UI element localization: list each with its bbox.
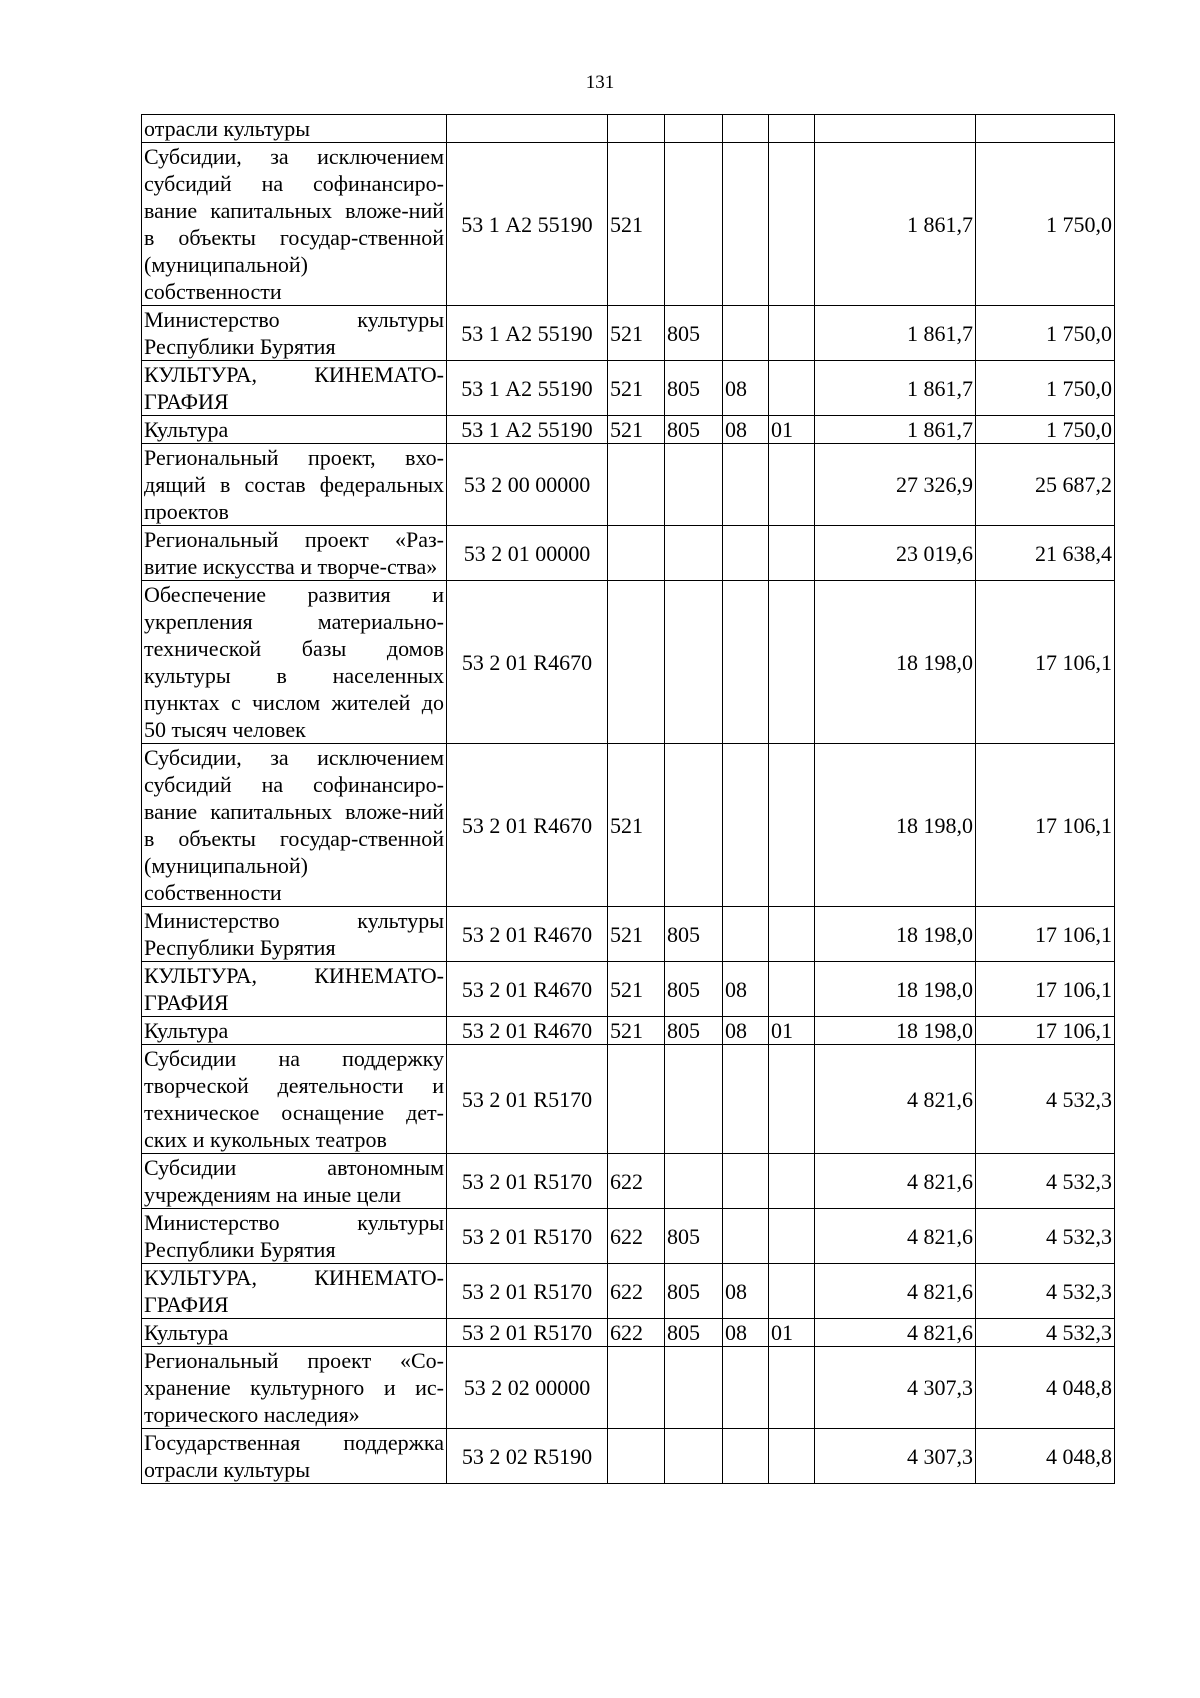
ministry-code-cell	[665, 115, 723, 143]
amount-year-2-cell: 4 048,8	[976, 1347, 1115, 1429]
section-cell: 08	[723, 361, 769, 416]
table-row	[142, 581, 1115, 744]
target-code-cell: 53 2 01 R4670	[447, 581, 608, 744]
amount-year-2-cell: 21 638,4	[976, 526, 1115, 581]
ministry-code-cell	[665, 1045, 723, 1154]
ministry-code-cell: 805	[665, 962, 723, 1017]
target-code-cell: 53 1 А2 55190	[447, 143, 608, 306]
amount-year-2-cell: 1 750,0	[976, 143, 1115, 306]
section-cell: 08	[723, 1017, 769, 1045]
target-code-cell: 53 2 01 R4670	[447, 1017, 608, 1045]
table-row	[142, 143, 1115, 306]
amount-year-2-cell: 1 750,0	[976, 416, 1115, 444]
target-code-cell: 53 2 01 R5170	[447, 1209, 608, 1264]
expense-type-cell: 622	[608, 1264, 665, 1319]
table-row	[142, 526, 1115, 581]
section-cell	[723, 1429, 769, 1484]
amount-year-1-cell: 4 821,6	[815, 1154, 976, 1209]
target-code-cell: 53 2 01 R5170	[447, 1045, 608, 1154]
expense-type-cell: 622	[608, 1209, 665, 1264]
amount-year-1-cell: 4 821,6	[815, 1209, 976, 1264]
subsection-cell	[769, 306, 815, 361]
amount-year-1-cell: 1 861,7	[815, 143, 976, 306]
section-cell	[723, 1154, 769, 1209]
table-row	[142, 416, 1115, 444]
amount-year-1-cell: 18 198,0	[815, 907, 976, 962]
section-cell: 08	[723, 1264, 769, 1319]
item-name-cell: Региональный проект «Раз-витие искусства и творче-ства»	[142, 526, 447, 581]
subsection-cell	[769, 115, 815, 143]
section-cell: 08	[723, 416, 769, 444]
subsection-cell	[769, 581, 815, 744]
amount-year-2-cell: 17 106,1	[976, 907, 1115, 962]
target-code-cell: 53 2 02 00000	[447, 1347, 608, 1429]
item-name-cell: Министерство культуры Республики Бурятия	[142, 907, 447, 962]
table-row	[142, 962, 1115, 1017]
subsection-cell	[769, 1347, 815, 1429]
ministry-code-cell: 805	[665, 1017, 723, 1045]
amount-year-1-cell: 18 198,0	[815, 744, 976, 907]
table-row	[142, 1319, 1115, 1347]
amount-year-2-cell	[976, 115, 1115, 143]
item-name-cell: Министерство культуры Республики Бурятия	[142, 1209, 447, 1264]
amount-year-2-cell: 4 532,3	[976, 1319, 1115, 1347]
target-code-cell: 53 2 01 00000	[447, 526, 608, 581]
subsection-cell	[769, 361, 815, 416]
item-name-cell: Субсидии, за исключением субсидий на софинансиро-вание капитальных вложе-ний в объекты государ-ственной (муниципальной) собственности	[142, 143, 447, 306]
subsection-cell	[769, 1429, 815, 1484]
section-cell	[723, 115, 769, 143]
amount-year-1-cell: 1 861,7	[815, 306, 976, 361]
item-name-cell: отрасли культуры	[142, 115, 447, 143]
target-code-cell: 53 2 01 R4670	[447, 962, 608, 1017]
item-name-cell: Культура	[142, 1017, 447, 1045]
table-row	[142, 1429, 1115, 1484]
subsection-cell	[769, 1154, 815, 1209]
table-row	[142, 1045, 1115, 1154]
table-row	[142, 907, 1115, 962]
subsection-cell: 01	[769, 416, 815, 444]
amount-year-2-cell: 25 687,2	[976, 444, 1115, 526]
subsection-cell	[769, 907, 815, 962]
item-name-cell: Государственная поддержка отрасли культуры	[142, 1429, 447, 1484]
expense-type-cell: 521	[608, 744, 665, 907]
ministry-code-cell: 805	[665, 306, 723, 361]
amount-year-1-cell: 18 198,0	[815, 962, 976, 1017]
item-name-cell: Субсидии автономным учреждениям на иные цели	[142, 1154, 447, 1209]
item-name-cell: КУЛЬТУРА, КИНЕМАТО-ГРАФИЯ	[142, 361, 447, 416]
expense-type-cell	[608, 581, 665, 744]
item-name-cell: КУЛЬТУРА, КИНЕМАТО-ГРАФИЯ	[142, 1264, 447, 1319]
amount-year-1-cell: 1 861,7	[815, 416, 976, 444]
page-number: 131	[585, 72, 615, 93]
item-name-cell: Министерство культуры Республики Бурятия	[142, 306, 447, 361]
target-code-cell: 53 1 А2 55190	[447, 306, 608, 361]
amount-year-1-cell	[815, 115, 976, 143]
ministry-code-cell: 805	[665, 1209, 723, 1264]
target-code-cell: 53 2 01 R4670	[447, 744, 608, 907]
ministry-code-cell: 805	[665, 907, 723, 962]
expense-type-cell	[608, 526, 665, 581]
amount-year-2-cell: 4 048,8	[976, 1429, 1115, 1484]
table-row	[142, 1209, 1115, 1264]
ministry-code-cell	[665, 143, 723, 306]
expense-type-cell	[608, 1045, 665, 1154]
amount-year-1-cell: 23 019,6	[815, 526, 976, 581]
expense-type-cell	[608, 115, 665, 143]
expense-type-cell: 622	[608, 1319, 665, 1347]
subsection-cell	[769, 1209, 815, 1264]
amount-year-2-cell: 1 750,0	[976, 306, 1115, 361]
target-code-cell: 53 2 01 R5170	[447, 1154, 608, 1209]
target-code-cell: 53 2 01 R4670	[447, 907, 608, 962]
ministry-code-cell	[665, 1429, 723, 1484]
subsection-cell	[769, 143, 815, 306]
expense-type-cell: 521	[608, 416, 665, 444]
amount-year-1-cell: 18 198,0	[815, 1017, 976, 1045]
table-row	[142, 444, 1115, 526]
target-code-cell: 53 2 01 R5170	[447, 1319, 608, 1347]
amount-year-1-cell: 4 821,6	[815, 1264, 976, 1319]
section-cell	[723, 581, 769, 744]
table-row	[142, 1017, 1115, 1045]
section-cell	[723, 1209, 769, 1264]
amount-year-2-cell: 17 106,1	[976, 744, 1115, 907]
table-row	[142, 361, 1115, 416]
section-cell	[723, 526, 769, 581]
section-cell	[723, 444, 769, 526]
section-cell	[723, 1347, 769, 1429]
section-cell	[723, 1045, 769, 1154]
amount-year-2-cell: 4 532,3	[976, 1045, 1115, 1154]
amount-year-1-cell: 4 307,3	[815, 1347, 976, 1429]
ministry-code-cell: 805	[665, 1319, 723, 1347]
amount-year-1-cell: 4 821,6	[815, 1319, 976, 1347]
target-code-cell: 53 2 01 R5170	[447, 1264, 608, 1319]
expense-type-cell	[608, 444, 665, 526]
ministry-code-cell	[665, 1347, 723, 1429]
subsection-cell	[769, 526, 815, 581]
subsection-cell	[769, 962, 815, 1017]
amount-year-2-cell: 17 106,1	[976, 962, 1115, 1017]
amount-year-1-cell: 4 307,3	[815, 1429, 976, 1484]
expense-type-cell: 521	[608, 907, 665, 962]
item-name-cell: Культура	[142, 1319, 447, 1347]
subsection-cell	[769, 444, 815, 526]
section-cell	[723, 744, 769, 907]
ministry-code-cell: 805	[665, 416, 723, 444]
table-row	[142, 1264, 1115, 1319]
subsection-cell: 01	[769, 1017, 815, 1045]
expense-type-cell: 521	[608, 962, 665, 1017]
expense-type-cell	[608, 1429, 665, 1484]
item-name-cell: Культура	[142, 416, 447, 444]
item-name-cell: Обеспечение развития и укрепления материально-технической базы домов культуры в населенных пунктах с числом жителей до 50 тысяч человек	[142, 581, 447, 744]
subsection-cell: 01	[769, 1319, 815, 1347]
section-cell	[723, 306, 769, 361]
amount-year-2-cell: 4 532,3	[976, 1209, 1115, 1264]
table-row	[142, 1154, 1115, 1209]
section-cell: 08	[723, 962, 769, 1017]
amount-year-1-cell: 1 861,7	[815, 361, 976, 416]
section-cell	[723, 907, 769, 962]
amount-year-2-cell: 1 750,0	[976, 361, 1115, 416]
amount-year-2-cell: 4 532,3	[976, 1154, 1115, 1209]
item-name-cell: Субсидии, за исключением субсидий на софинансиро-вание капитальных вложе-ний в объекты государ-ственной (муниципальной) собственности	[142, 744, 447, 907]
target-code-cell: 53 1 А2 55190	[447, 361, 608, 416]
subsection-cell	[769, 744, 815, 907]
expense-type-cell: 622	[608, 1154, 665, 1209]
amount-year-1-cell: 27 326,9	[815, 444, 976, 526]
ministry-code-cell: 805	[665, 361, 723, 416]
expense-type-cell: 521	[608, 1017, 665, 1045]
amount-year-2-cell: 4 532,3	[976, 1264, 1115, 1319]
item-name-cell: Региональный проект, вхо-дящий в состав федеральных проектов	[142, 444, 447, 526]
table-row	[142, 744, 1115, 907]
subsection-cell	[769, 1264, 815, 1319]
table-row	[142, 115, 1115, 143]
item-name-cell: Субсидии на поддержку творческой деятельности и техническое оснащение дет-ских и кукольных театров	[142, 1045, 447, 1154]
amount-year-2-cell: 17 106,1	[976, 1017, 1115, 1045]
table-body	[142, 115, 1115, 1484]
amount-year-1-cell: 4 821,6	[815, 1045, 976, 1154]
subsection-cell	[769, 1045, 815, 1154]
ministry-code-cell	[665, 581, 723, 744]
target-code-cell: 53 1 А2 55190	[447, 416, 608, 444]
amount-year-2-cell: 17 106,1	[976, 581, 1115, 744]
amount-year-1-cell: 18 198,0	[815, 581, 976, 744]
expense-type-cell	[608, 1347, 665, 1429]
target-code-cell: 53 2 02 R5190	[447, 1429, 608, 1484]
ministry-code-cell: 805	[665, 1264, 723, 1319]
item-name-cell: Региональный проект «Со-хранение культурного и ис-торического наследия»	[142, 1347, 447, 1429]
ministry-code-cell	[665, 526, 723, 581]
expense-type-cell: 521	[608, 361, 665, 416]
table-row	[142, 1347, 1115, 1429]
expense-type-cell: 521	[608, 143, 665, 306]
table-row	[142, 306, 1115, 361]
ministry-code-cell	[665, 444, 723, 526]
target-code-cell: 53 2 00 00000	[447, 444, 608, 526]
ministry-code-cell	[665, 1154, 723, 1209]
section-cell	[723, 143, 769, 306]
item-name-cell: КУЛЬТУРА, КИНЕМАТО-ГРАФИЯ	[142, 962, 447, 1017]
section-cell: 08	[723, 1319, 769, 1347]
ministry-code-cell	[665, 744, 723, 907]
target-code-cell	[447, 115, 608, 143]
budget-table	[141, 114, 1115, 1484]
expense-type-cell: 521	[608, 306, 665, 361]
